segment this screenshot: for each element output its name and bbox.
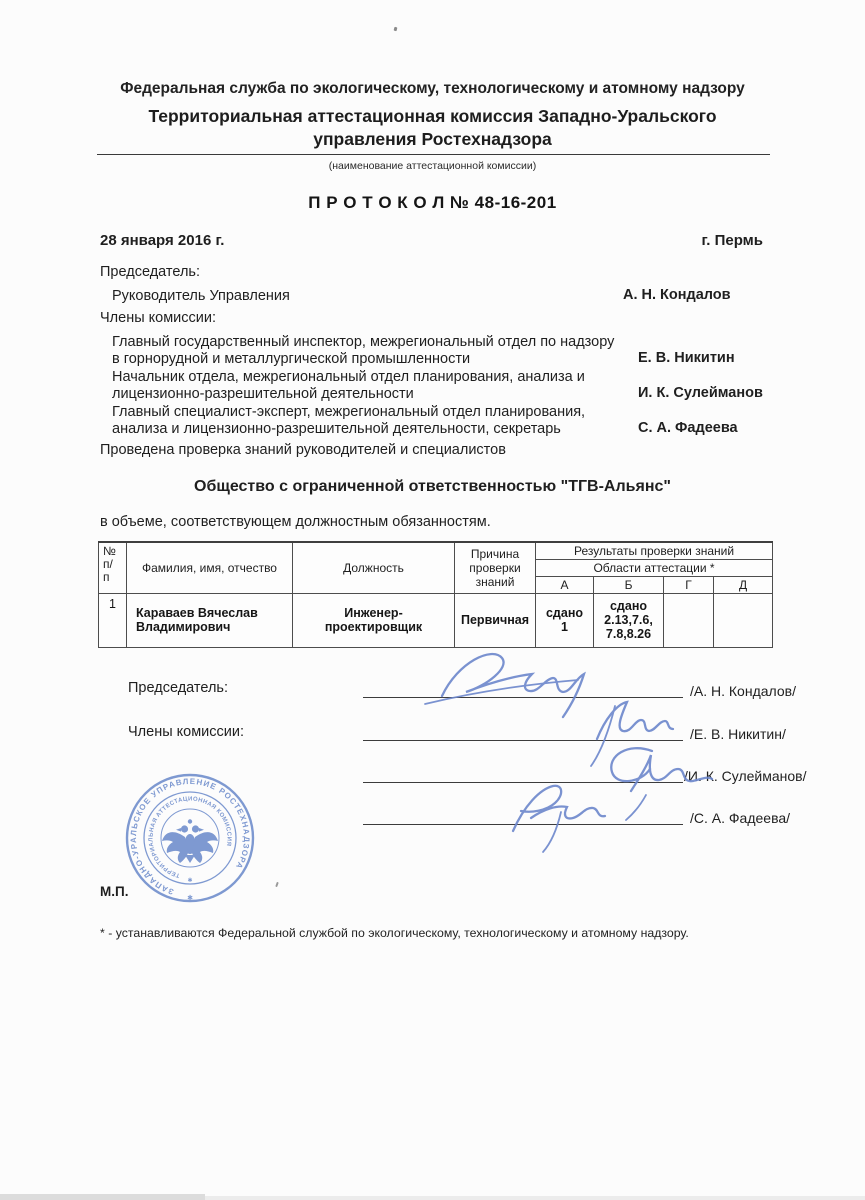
commission-title-line1: Территориальная аттестационная комиссия Западно-Уральского xyxy=(148,106,717,126)
chairman-name: А. Н. Кондалов xyxy=(623,287,731,303)
member-position-line: в горнорудной и металлургической промышленности xyxy=(112,351,471,368)
conducted-statement: Проведена проверка знаний руководителей и специалистов xyxy=(100,442,506,458)
member-position-line: Начальник отдела, межрегиональный отдел планирования, анализа и xyxy=(112,368,585,385)
col-header-area-a: А xyxy=(536,576,594,593)
signature-members-label: Члены комиссии: xyxy=(128,724,245,740)
member-position-line: Главный государственный инспектор, межрегиональный отдел по надзору xyxy=(112,334,615,350)
agency-title: Федеральная служба по экологическому, технологическому и атомному надзору xyxy=(120,80,745,97)
stamp-outer-text: ЗАПАДНО-УРАЛЬСКОЕ УПРАВЛЕНИЕ РОСТЕХНАДЗОРА xyxy=(128,776,252,897)
member-name: С. А. Фадеева xyxy=(638,420,738,437)
cell-position: Инженер-проектировщик xyxy=(293,593,455,647)
commission-caption: (наименование аттестационной комиссии) xyxy=(328,160,537,172)
member-position-line: лицензионно-разрешительной деятельности xyxy=(112,386,414,403)
scan-edge-shadow xyxy=(0,1194,205,1200)
commission-title xyxy=(0,105,865,151)
col-header-area-g: Г xyxy=(664,576,714,593)
member-row xyxy=(112,369,772,404)
signature-ink-nikitin xyxy=(591,702,673,766)
protocol-date: 28 января 2016 г. xyxy=(100,232,225,249)
double-headed-eagle-icon xyxy=(162,819,218,863)
cell-area-a: сдано 1 xyxy=(536,593,594,647)
organization-name: Общество с ограниченной ответственностью "ТГВ-Альянс" xyxy=(194,478,671,495)
footnote: * - устанавливаются Федеральной службой по экологическому, технологическому и атомному надзору. xyxy=(100,926,689,940)
document-header xyxy=(0,80,865,213)
cell-area-d xyxy=(714,593,773,647)
protocol-city: г. Пермь xyxy=(701,232,763,249)
members-list xyxy=(112,334,772,438)
member-position-line: Главный специалист-эксперт, межрегиональный отдел планирования, xyxy=(112,403,586,420)
member-row xyxy=(112,334,772,369)
stamp-star-inner: ✱ xyxy=(187,878,193,884)
results-table xyxy=(98,541,773,648)
members-label: Члены комиссии: xyxy=(100,310,217,326)
signature-ink-kondalov xyxy=(425,654,584,717)
member-position-line: анализа и лицензионно-разрешительной деятельности, секретарь xyxy=(112,421,561,438)
col-header-area-d: Д xyxy=(714,576,773,593)
cell-area-b: сдано 2.13,7.6, 7.8,8.26 xyxy=(594,593,664,647)
member-row xyxy=(112,404,772,439)
member-name: И. К. Сулейманов xyxy=(638,385,763,402)
signature-name-kondalov: /А. Н. Кондалов/ xyxy=(690,683,796,699)
signature-ink-suleymanov xyxy=(611,748,712,820)
cell-number: 1 xyxy=(99,593,127,647)
signature-name-suleymanov: /И. К. Сулейманов/ xyxy=(684,768,807,784)
stamp-star-outer: ✱ xyxy=(187,895,193,902)
signature-name-nikitin: /Е. В. Никитин/ xyxy=(690,726,786,742)
col-header-fio: Фамилия, имя, отчество xyxy=(127,542,293,593)
col-header-area-b: Б xyxy=(594,576,664,593)
member-name: Е. В. Никитин xyxy=(638,350,735,367)
signature-chairman-label: Председатель: xyxy=(128,680,228,696)
commission-title-line2: управления Ростехнадзора xyxy=(313,129,552,149)
results-table-header xyxy=(99,542,773,593)
col-header-position: Должность xyxy=(293,542,455,593)
stamp-inner-text: ТЕРРИТОРИАЛЬНАЯ АТТЕСТАЦИОННАЯ КОМИССИЯ xyxy=(148,796,232,879)
cell-area-g xyxy=(664,593,714,647)
seal-place-label: М.П. xyxy=(100,884,129,899)
chairman-label: Председатель: xyxy=(100,264,200,280)
handwritten-signatures xyxy=(400,640,740,860)
scan-speck xyxy=(394,27,398,32)
official-stamp xyxy=(120,768,262,908)
col-header-number: № п/ п xyxy=(99,542,127,593)
cell-fio: Караваев Вячеслав Владимирович xyxy=(127,593,293,647)
chairman-position: Руководитель Управления xyxy=(112,288,290,304)
date-city-row xyxy=(100,232,763,249)
chairman-row xyxy=(112,288,772,305)
table-row xyxy=(99,593,773,647)
col-header-reason: Причина проверки знаний xyxy=(455,542,536,593)
col-header-results: Результаты проверки знаний xyxy=(536,542,773,559)
scope-statement: в объеме, соответствующем должностным обязанностям. xyxy=(100,514,491,530)
title-underline xyxy=(97,154,770,155)
signature-ink-fadeeva xyxy=(513,786,605,852)
signature-name-fadeeva: /С. А. Фадеева/ xyxy=(690,810,791,826)
protocol-title: П Р О Т О К О Л № 48-16-201 xyxy=(308,193,557,212)
scan-speck xyxy=(275,882,279,887)
cell-reason: Первичная xyxy=(455,593,536,647)
col-header-areas: Области аттестации * xyxy=(536,559,773,576)
